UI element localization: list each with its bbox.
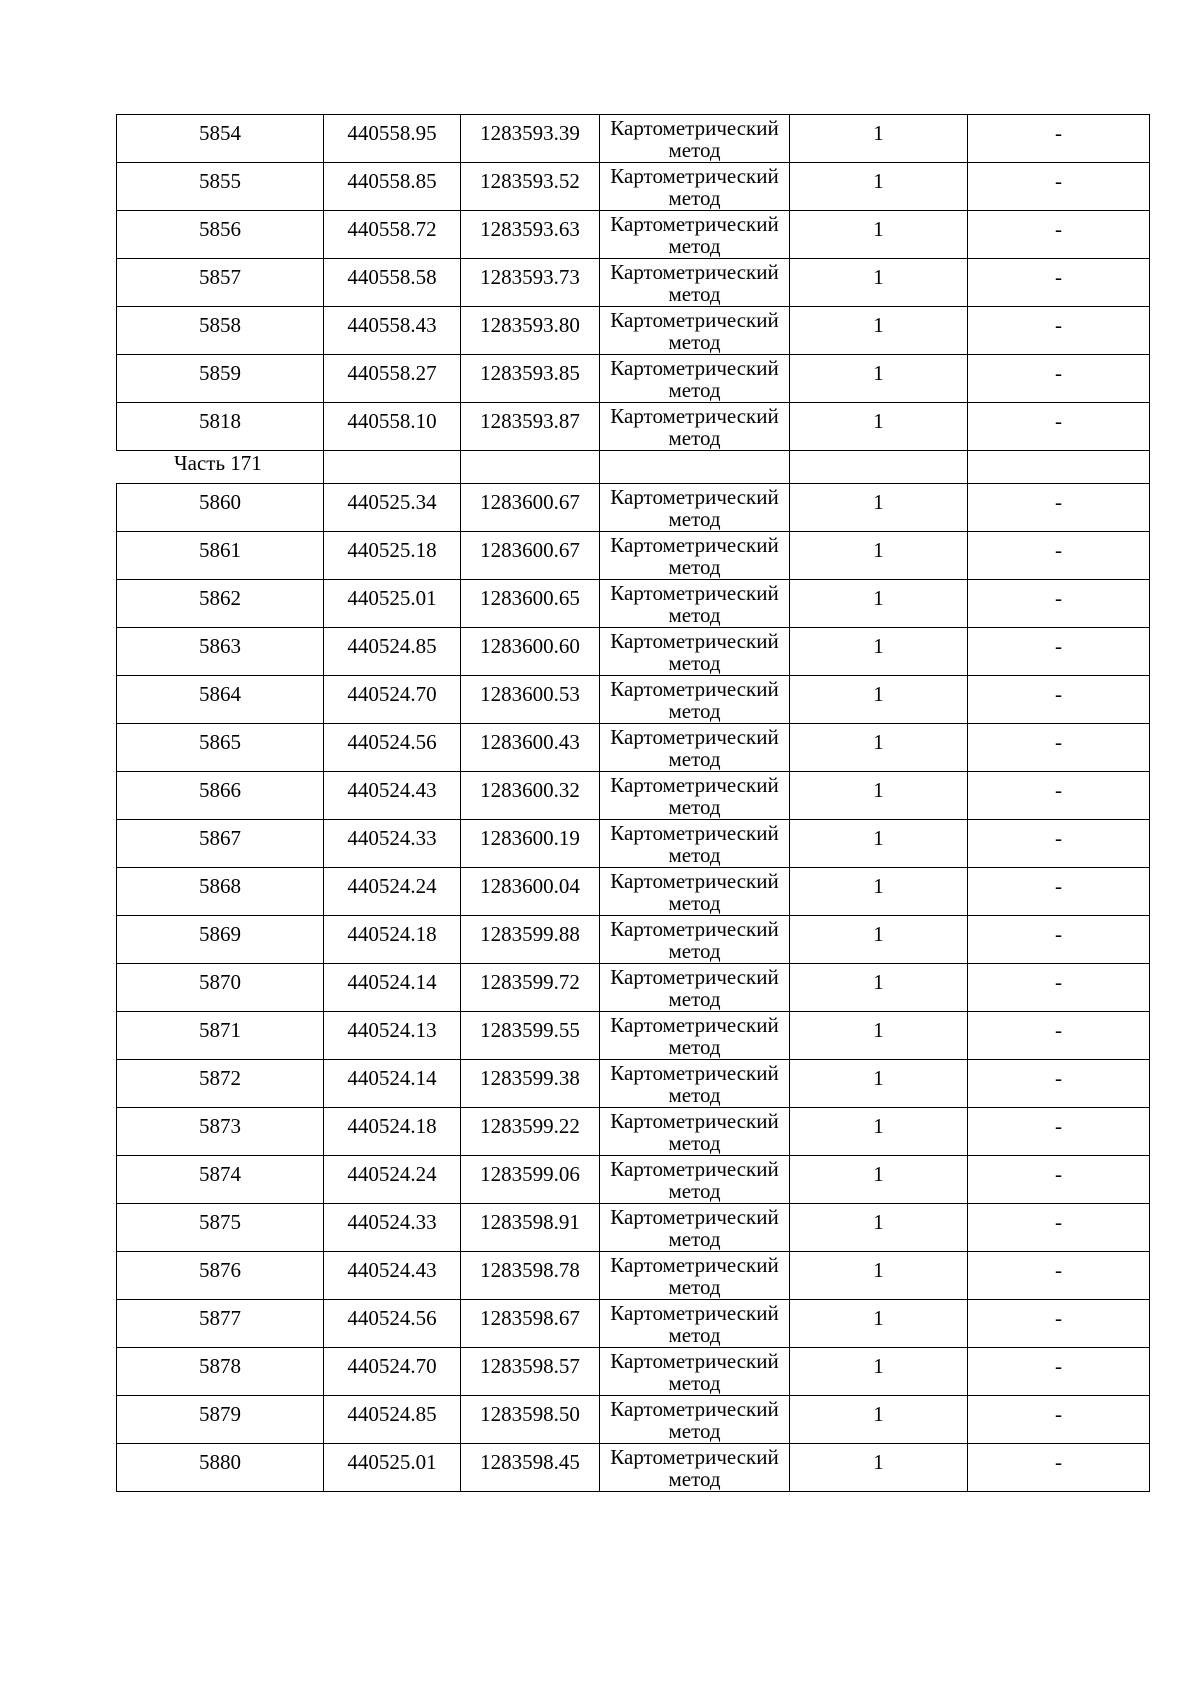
point-id-cell: 5858 [117, 307, 324, 355]
table-row [117, 628, 1150, 676]
method-line-1: Картометрический [610, 629, 779, 653]
x-coordinate-cell: 440524.85 [324, 1396, 461, 1444]
table-body-part-170 [117, 115, 1150, 451]
point-id-cell: 5818 [117, 403, 324, 451]
table-row [117, 772, 1150, 820]
point-id-cell: 5873 [117, 1108, 324, 1156]
precision-cell: 1 [790, 1444, 968, 1492]
method-cell [600, 1204, 790, 1252]
table-row [117, 1108, 1150, 1156]
method-line-2: метод [668, 1035, 721, 1059]
method-cell [600, 1300, 790, 1348]
method-line-1: Картометрический [610, 1157, 779, 1181]
x-coordinate-cell: 440558.95 [324, 115, 461, 163]
table-body-part-171 [117, 484, 1150, 1492]
method-line-1: Картометрический [610, 404, 779, 428]
note-cell: - [968, 1348, 1150, 1396]
y-coordinate-cell: 1283599.72 [461, 964, 600, 1012]
method-line-1: Картометрический [610, 260, 779, 284]
y-coordinate-cell: 1283600.32 [461, 772, 600, 820]
y-coordinate-cell: 1283600.04 [461, 868, 600, 916]
method-line-1: Картометрический [610, 965, 779, 989]
method-line-2: метод [668, 987, 721, 1011]
precision-cell: 1 [790, 676, 968, 724]
point-id-cell: 5857 [117, 259, 324, 307]
y-coordinate-cell: 1283600.67 [461, 484, 600, 532]
point-id-cell: 5863 [117, 628, 324, 676]
method-line-2: метод [668, 1131, 721, 1155]
table-row [117, 676, 1150, 724]
method-line-2: метод [668, 603, 721, 627]
point-id-cell: 5879 [117, 1396, 324, 1444]
method-line-2: метод [668, 1419, 721, 1443]
table-row [117, 484, 1150, 532]
method-line-1: Картометрический [610, 212, 779, 236]
part-header-row [117, 451, 1150, 484]
table-row [117, 868, 1150, 916]
y-coordinate-cell: 1283598.50 [461, 1396, 600, 1444]
method-line-2: метод [668, 555, 721, 579]
point-id-cell: 5855 [117, 163, 324, 211]
y-coordinate-cell: 1283593.85 [461, 355, 600, 403]
y-coordinate-cell: 1283598.45 [461, 1444, 600, 1492]
x-coordinate-cell: 440524.56 [324, 724, 461, 772]
table-row [117, 532, 1150, 580]
method-line-1: Картометрический [610, 1253, 779, 1277]
method-line-1: Картометрический [610, 485, 779, 509]
method-cell [600, 355, 790, 403]
x-coordinate-cell: 440524.14 [324, 964, 461, 1012]
y-coordinate-cell: 1283593.73 [461, 259, 600, 307]
point-id-cell: 5862 [117, 580, 324, 628]
method-line-2: метод [668, 1227, 721, 1251]
method-line-2: метод [668, 330, 721, 354]
y-coordinate-cell: 1283593.80 [461, 307, 600, 355]
precision-cell: 1 [790, 1060, 968, 1108]
table-row [117, 1300, 1150, 1348]
y-coordinate-cell: 1283593.63 [461, 211, 600, 259]
x-coordinate-cell: 440524.18 [324, 916, 461, 964]
point-id-cell: 5856 [117, 211, 324, 259]
method-cell [600, 580, 790, 628]
precision-cell: 1 [790, 580, 968, 628]
precision-cell: 1 [790, 211, 968, 259]
table-row [117, 964, 1150, 1012]
note-cell: - [968, 1060, 1150, 1108]
note-cell: - [968, 259, 1150, 307]
x-coordinate-cell: 440524.33 [324, 820, 461, 868]
empty-cell [461, 451, 600, 484]
method-line-1: Картометрический [610, 1205, 779, 1229]
point-id-cell: 5880 [117, 1444, 324, 1492]
table-row [117, 820, 1150, 868]
precision-cell: 1 [790, 307, 968, 355]
method-cell [600, 1060, 790, 1108]
method-line-2: метод [668, 1371, 721, 1395]
note-cell: - [968, 115, 1150, 163]
note-cell: - [968, 1300, 1150, 1348]
precision-cell: 1 [790, 868, 968, 916]
note-cell: - [968, 628, 1150, 676]
table-row [117, 1060, 1150, 1108]
y-coordinate-cell: 1283600.53 [461, 676, 600, 724]
method-cell [600, 484, 790, 532]
method-line-2: метод [668, 234, 721, 258]
method-line-2: метод [668, 891, 721, 915]
y-coordinate-cell: 1283598.67 [461, 1300, 600, 1348]
method-line-1: Картометрический [610, 917, 779, 941]
note-cell: - [968, 820, 1150, 868]
method-line-1: Картометрический [610, 533, 779, 557]
precision-cell: 1 [790, 724, 968, 772]
method-cell [600, 403, 790, 451]
point-id-cell: 5864 [117, 676, 324, 724]
precision-cell: 1 [790, 532, 968, 580]
method-line-2: метод [668, 138, 721, 162]
method-line-2: метод [668, 1323, 721, 1347]
x-coordinate-cell: 440524.24 [324, 1156, 461, 1204]
method-cell [600, 1444, 790, 1492]
method-line-2: метод [668, 747, 721, 771]
point-id-cell: 5875 [117, 1204, 324, 1252]
method-cell [600, 1348, 790, 1396]
table-row [117, 724, 1150, 772]
method-line-1: Картометрический [610, 677, 779, 701]
x-coordinate-cell: 440524.70 [324, 1348, 461, 1396]
point-id-cell: 5878 [117, 1348, 324, 1396]
method-line-2: метод [668, 1467, 721, 1491]
point-id-cell: 5867 [117, 820, 324, 868]
note-cell: - [968, 676, 1150, 724]
x-coordinate-cell: 440524.43 [324, 772, 461, 820]
table-row [117, 307, 1150, 355]
method-line-2: метод [668, 507, 721, 531]
method-line-2: метод [668, 843, 721, 867]
table-body-part-header [117, 451, 1150, 484]
note-cell: - [968, 211, 1150, 259]
y-coordinate-cell: 1283599.55 [461, 1012, 600, 1060]
empty-cell [324, 451, 461, 484]
point-id-cell: 5860 [117, 484, 324, 532]
x-coordinate-cell: 440524.43 [324, 1252, 461, 1300]
precision-cell: 1 [790, 1012, 968, 1060]
method-line-2: метод [668, 186, 721, 210]
x-coordinate-cell: 440524.14 [324, 1060, 461, 1108]
precision-cell: 1 [790, 355, 968, 403]
precision-cell: 1 [790, 163, 968, 211]
x-coordinate-cell: 440525.01 [324, 580, 461, 628]
x-coordinate-cell: 440524.33 [324, 1204, 461, 1252]
method-line-1: Картометрический [610, 164, 779, 188]
point-id-cell: 5869 [117, 916, 324, 964]
y-coordinate-cell: 1283593.39 [461, 115, 600, 163]
method-line-2: метод [668, 282, 721, 306]
x-coordinate-cell: 440558.27 [324, 355, 461, 403]
precision-cell: 1 [790, 115, 968, 163]
method-cell [600, 1156, 790, 1204]
table-row [117, 1012, 1150, 1060]
precision-cell: 1 [790, 1108, 968, 1156]
method-cell [600, 1252, 790, 1300]
precision-cell: 1 [790, 403, 968, 451]
y-coordinate-cell: 1283600.43 [461, 724, 600, 772]
note-cell: - [968, 1204, 1150, 1252]
note-cell: - [968, 868, 1150, 916]
y-coordinate-cell: 1283599.22 [461, 1108, 600, 1156]
method-cell [600, 163, 790, 211]
note-cell: - [968, 1156, 1150, 1204]
note-cell: - [968, 724, 1150, 772]
note-cell: - [968, 964, 1150, 1012]
method-line-1: Картометрический [610, 869, 779, 893]
precision-cell: 1 [790, 820, 968, 868]
point-id-cell: 5868 [117, 868, 324, 916]
point-id-cell: 5866 [117, 772, 324, 820]
table-row [117, 1348, 1150, 1396]
method-line-1: Картометрический [610, 356, 779, 380]
note-cell: - [968, 403, 1150, 451]
table-row [117, 1252, 1150, 1300]
note-cell: - [968, 580, 1150, 628]
y-coordinate-cell: 1283598.91 [461, 1204, 600, 1252]
method-cell [600, 868, 790, 916]
point-id-cell: 5872 [117, 1060, 324, 1108]
precision-cell: 1 [790, 1348, 968, 1396]
method-line-2: метод [668, 651, 721, 675]
table-row [117, 259, 1150, 307]
table-row [117, 916, 1150, 964]
method-line-2: метод [668, 426, 721, 450]
precision-cell: 1 [790, 628, 968, 676]
note-cell: - [968, 1252, 1150, 1300]
table-row [117, 580, 1150, 628]
y-coordinate-cell: 1283600.67 [461, 532, 600, 580]
method-line-2: метод [668, 1275, 721, 1299]
x-coordinate-cell: 440558.43 [324, 307, 461, 355]
x-coordinate-cell: 440524.85 [324, 628, 461, 676]
table-row [117, 163, 1150, 211]
method-cell [600, 1396, 790, 1444]
method-cell [600, 307, 790, 355]
y-coordinate-cell: 1283600.65 [461, 580, 600, 628]
method-line-1: Картометрический [610, 1061, 779, 1085]
method-cell [600, 772, 790, 820]
note-cell: - [968, 484, 1150, 532]
precision-cell: 1 [790, 259, 968, 307]
method-cell [600, 532, 790, 580]
x-coordinate-cell: 440558.10 [324, 403, 461, 451]
method-line-1: Картометрический [610, 1397, 779, 1421]
method-cell [600, 964, 790, 1012]
method-line-2: метод [668, 699, 721, 723]
point-id-cell: 5876 [117, 1252, 324, 1300]
x-coordinate-cell: 440558.58 [324, 259, 461, 307]
empty-cell [790, 451, 968, 484]
precision-cell: 1 [790, 1204, 968, 1252]
point-id-cell: 5865 [117, 724, 324, 772]
point-id-cell: 5871 [117, 1012, 324, 1060]
empty-cell [600, 451, 790, 484]
x-coordinate-cell: 440524.13 [324, 1012, 461, 1060]
point-id-cell: 5854 [117, 115, 324, 163]
x-coordinate-cell: 440525.18 [324, 532, 461, 580]
method-line-2: метод [668, 1179, 721, 1203]
method-line-1: Картометрический [610, 1301, 779, 1325]
method-line-1: Картометрический [610, 1109, 779, 1133]
note-cell: - [968, 532, 1150, 580]
point-id-cell: 5877 [117, 1300, 324, 1348]
method-cell [600, 724, 790, 772]
method-line-2: метод [668, 1083, 721, 1107]
method-line-1: Картометрический [610, 1349, 779, 1373]
y-coordinate-cell: 1283599.88 [461, 916, 600, 964]
y-coordinate-cell: 1283598.57 [461, 1348, 600, 1396]
method-line-1: Картометрический [610, 725, 779, 749]
empty-cell [968, 451, 1150, 484]
method-cell [600, 259, 790, 307]
method-cell [600, 115, 790, 163]
precision-cell: 1 [790, 1252, 968, 1300]
note-cell: - [968, 772, 1150, 820]
method-line-2: метод [668, 795, 721, 819]
table-row [117, 1156, 1150, 1204]
x-coordinate-cell: 440525.01 [324, 1444, 461, 1492]
point-id-cell: 5874 [117, 1156, 324, 1204]
note-cell: - [968, 916, 1150, 964]
y-coordinate-cell: 1283600.19 [461, 820, 600, 868]
point-id-cell: 5859 [117, 355, 324, 403]
y-coordinate-cell: 1283593.52 [461, 163, 600, 211]
coordinates-table [116, 114, 1150, 1492]
point-id-cell: 5870 [117, 964, 324, 1012]
part-label: Часть 171 [117, 451, 324, 484]
precision-cell: 1 [790, 964, 968, 1012]
table-row [117, 355, 1150, 403]
method-cell [600, 1108, 790, 1156]
y-coordinate-cell: 1283598.78 [461, 1252, 600, 1300]
table-row [117, 1204, 1150, 1252]
x-coordinate-cell: 440524.24 [324, 868, 461, 916]
x-coordinate-cell: 440558.72 [324, 211, 461, 259]
x-coordinate-cell: 440558.85 [324, 163, 461, 211]
precision-cell: 1 [790, 916, 968, 964]
x-coordinate-cell: 440524.70 [324, 676, 461, 724]
method-line-2: метод [668, 378, 721, 402]
method-line-2: метод [668, 939, 721, 963]
method-cell [600, 628, 790, 676]
method-line-1: Картометрический [610, 1013, 779, 1037]
precision-cell: 1 [790, 1156, 968, 1204]
note-cell: - [968, 163, 1150, 211]
precision-cell: 1 [790, 772, 968, 820]
note-cell: - [968, 1444, 1150, 1492]
precision-cell: 1 [790, 1300, 968, 1348]
note-cell: - [968, 1012, 1150, 1060]
method-line-1: Картометрический [610, 773, 779, 797]
note-cell: - [968, 307, 1150, 355]
method-cell [600, 211, 790, 259]
table-row [117, 115, 1150, 163]
method-line-1: Картометрический [610, 1445, 779, 1469]
x-coordinate-cell: 440524.56 [324, 1300, 461, 1348]
y-coordinate-cell: 1283599.06 [461, 1156, 600, 1204]
y-coordinate-cell: 1283593.87 [461, 403, 600, 451]
note-cell: - [968, 1108, 1150, 1156]
table-row [117, 1396, 1150, 1444]
x-coordinate-cell: 440525.34 [324, 484, 461, 532]
precision-cell: 1 [790, 1396, 968, 1444]
table-row [117, 1444, 1150, 1492]
method-cell [600, 1012, 790, 1060]
precision-cell: 1 [790, 484, 968, 532]
method-cell [600, 676, 790, 724]
method-cell [600, 820, 790, 868]
method-line-1: Картометрический [610, 821, 779, 845]
y-coordinate-cell: 1283599.38 [461, 1060, 600, 1108]
method-line-1: Картометрический [610, 116, 779, 140]
method-line-1: Картометрический [610, 308, 779, 332]
table-row [117, 403, 1150, 451]
table-row [117, 211, 1150, 259]
note-cell: - [968, 1396, 1150, 1444]
method-line-1: Картометрический [610, 581, 779, 605]
note-cell: - [968, 355, 1150, 403]
point-id-cell: 5861 [117, 532, 324, 580]
y-coordinate-cell: 1283600.60 [461, 628, 600, 676]
x-coordinate-cell: 440524.18 [324, 1108, 461, 1156]
method-cell [600, 916, 790, 964]
